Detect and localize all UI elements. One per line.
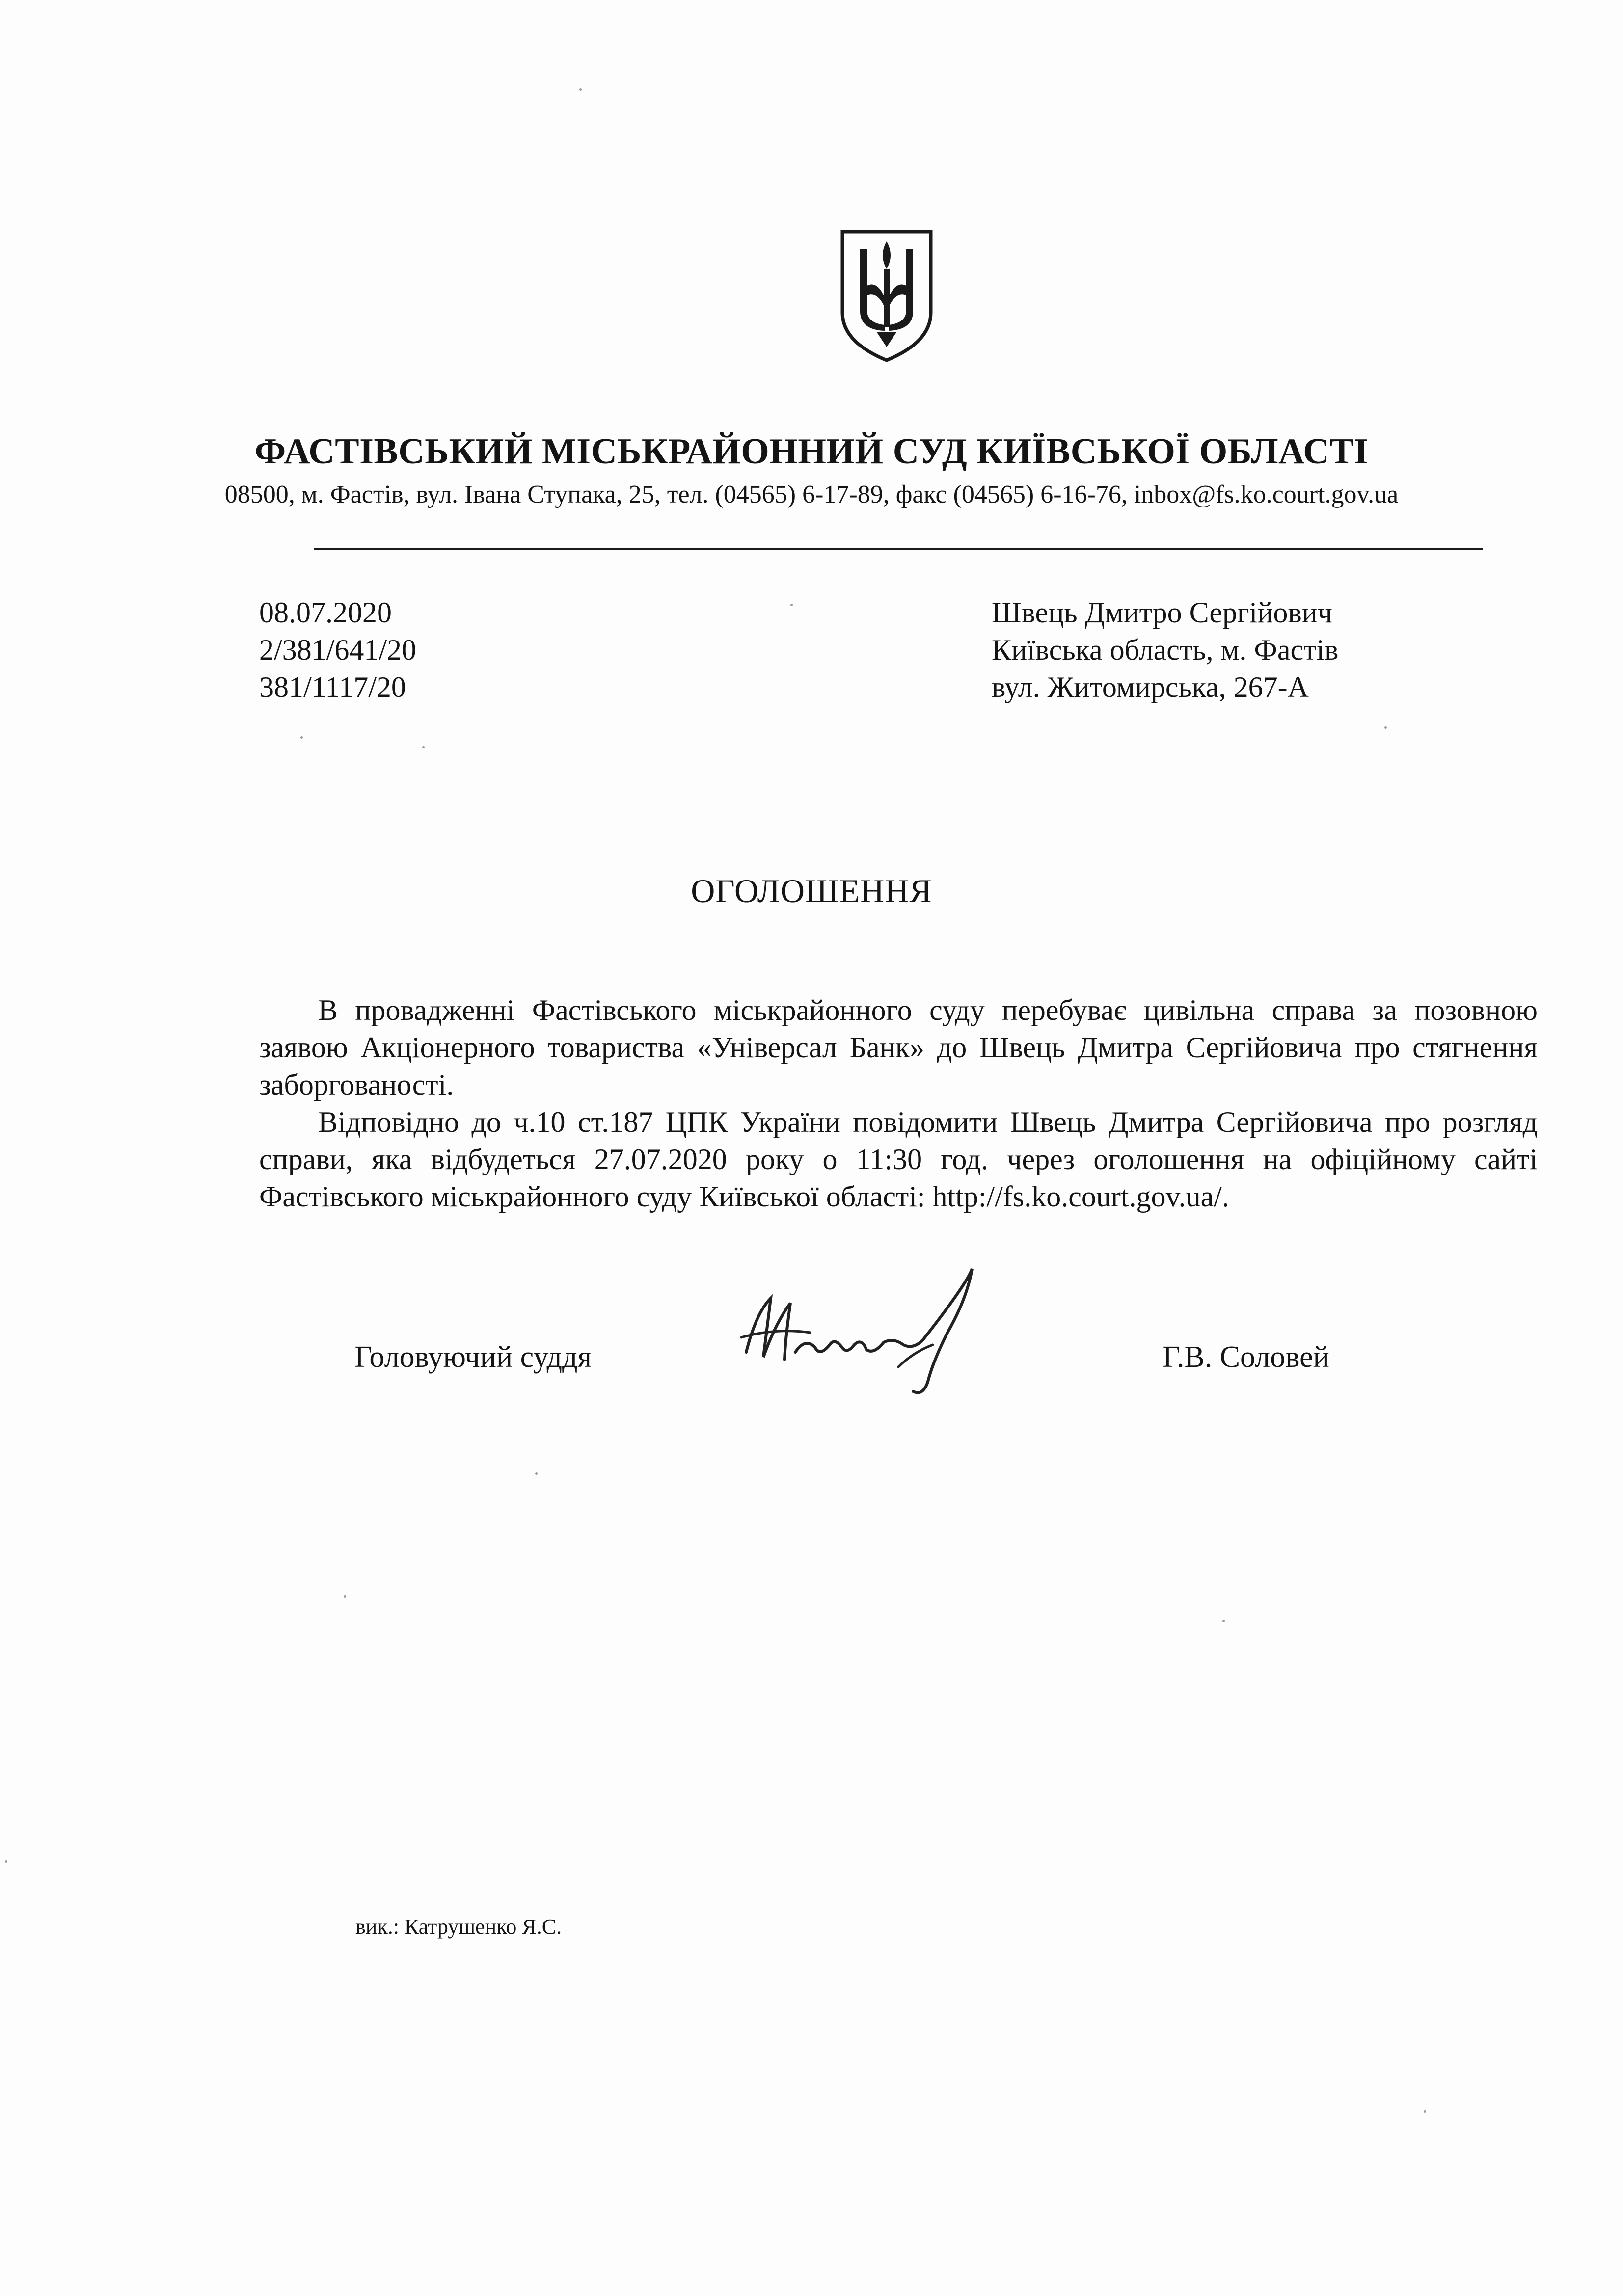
document-title: ОГОЛОШЕННЯ <box>691 872 932 909</box>
case-number: 381/1117/20 <box>259 671 406 703</box>
scan-speck <box>535 1472 538 1475</box>
header-divider <box>314 548 1483 550</box>
document-date: 08.07.2020 <box>259 596 392 629</box>
addressee-block <box>992 594 1338 706</box>
handwritten-signature <box>736 1254 1011 1401</box>
announcement-body <box>259 991 1538 1215</box>
scan-speck <box>790 604 793 606</box>
court-contact-address: 08500, м. Фастів, вул. Івана Ступака, 25, тел. (04565) 6-17-89, факс (04565) 6-16-76, inbox@fs.ko.court.gov.ua <box>224 481 1399 508</box>
announcement-paragraph: В провадженні Фастівського міськрайонного суду перебуває цивільна справа за позовною заявою Акціонерного товариства «Універсал Банк» до Швець Дмитра Сергійовича про стягнення заборгованості. <box>259 994 1538 1101</box>
scan-speck <box>5 1860 7 1863</box>
addressee-name: Швець Дмитро Сергійович <box>992 596 1332 629</box>
court-name: ФАСТІВСЬКИЙ МІСЬКРАЙОННИЙ СУД КИЇВСЬКОЇ ОБЛАСТІ <box>254 431 1369 472</box>
scan-speck <box>422 746 425 748</box>
scan-speck <box>300 736 303 739</box>
addressee-street: вул. Житомирська, 267-А <box>992 671 1309 703</box>
scan-speck <box>344 1595 346 1598</box>
executor-note: вик.: Катрушенко Я.С. <box>355 1915 562 1939</box>
scan-speck <box>1222 1620 1225 1622</box>
addressee-region-city: Київська область, м. Фастів <box>992 634 1339 666</box>
scan-speck <box>1384 726 1387 729</box>
trident-coat-of-arms-icon <box>838 227 936 364</box>
document-references <box>259 594 416 706</box>
outgoing-number: 2/381/641/20 <box>259 634 417 666</box>
scan-speck <box>1424 2110 1426 2113</box>
judge-title: Головуючий суддя <box>354 1340 592 1374</box>
announcement-paragraph: Відповідно до ч.10 ст.187 ЦПК України повідомити Швець Дмитра Сергійовича про розгляд справи, яка відбудеться 27.07.2020 року о 11:30 год. через оголошення на офіційному сайті Фастівського міськрайонного суду Київської області: http://fs.ko.court.gov.ua/. <box>259 1106 1538 1213</box>
scan-speck <box>579 88 582 91</box>
judge-name: Г.В. Соловей <box>1163 1340 1329 1374</box>
